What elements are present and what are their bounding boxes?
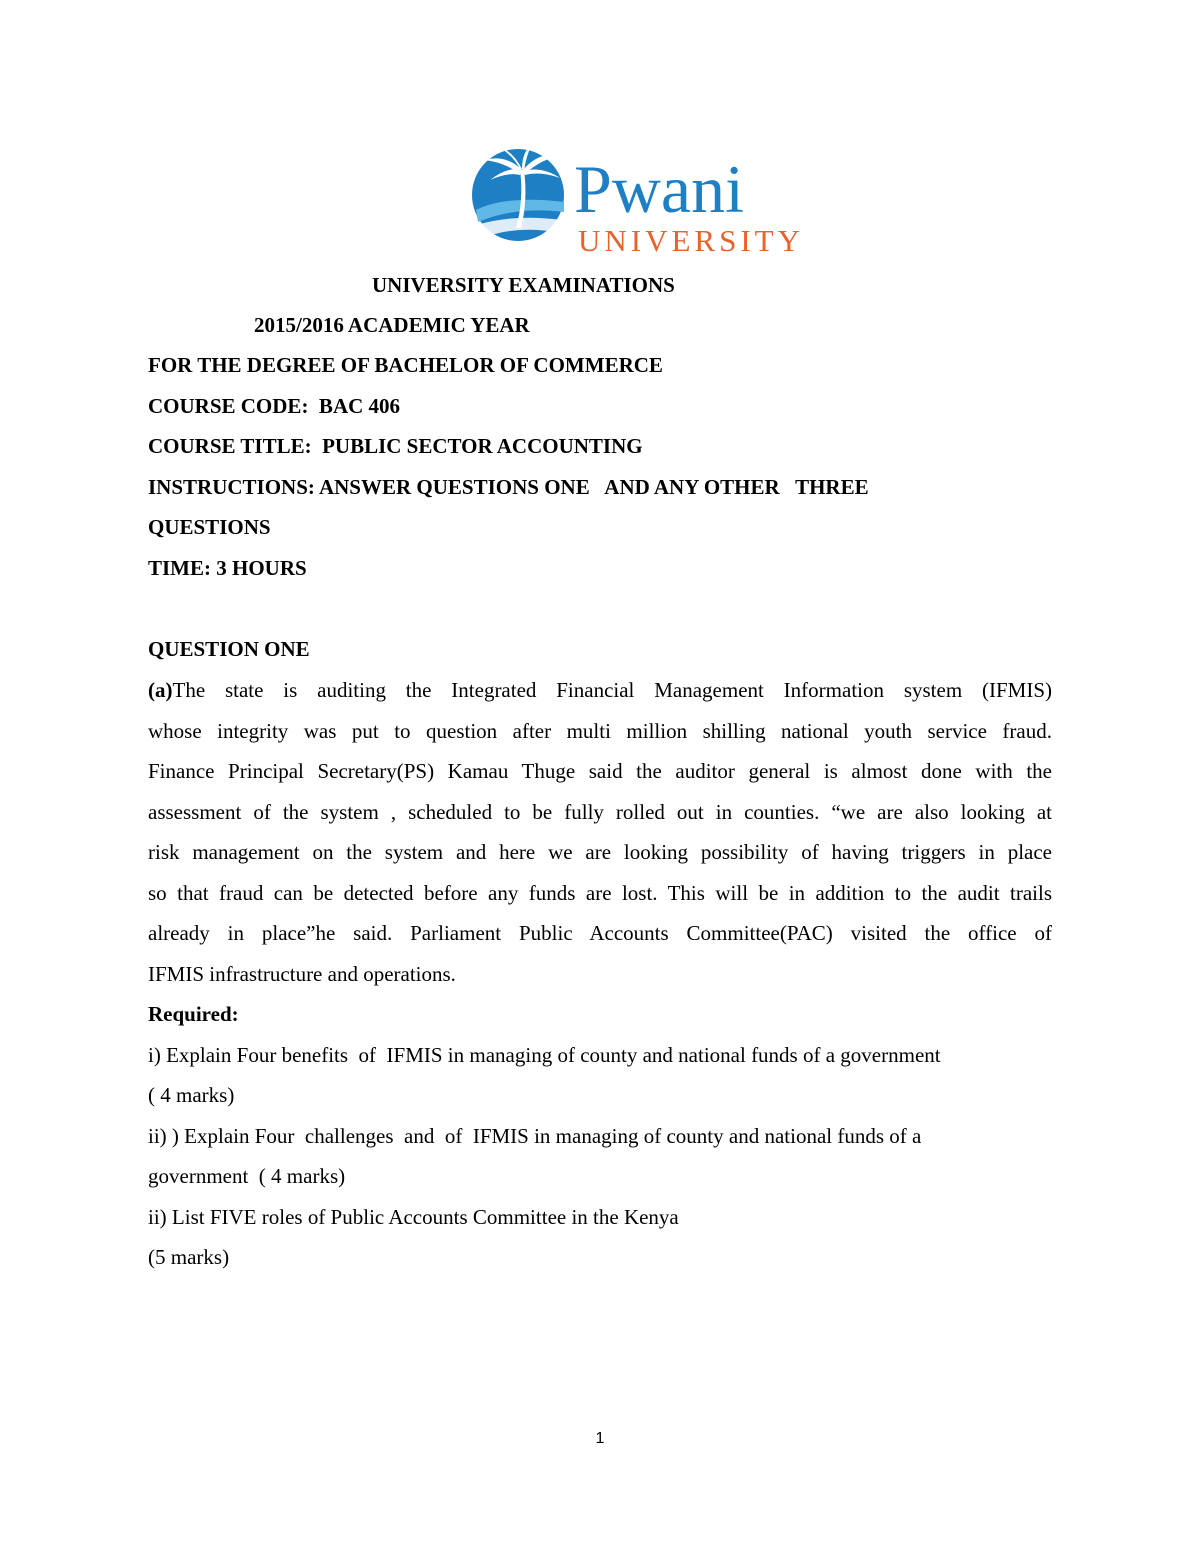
paragraph-line: IFMIS infrastructure and operations. (148, 961, 456, 986)
logo-name-text: Pwani (574, 151, 744, 227)
question-item: (5 marks) (148, 1245, 230, 1269)
paragraph-line: assessment of the system , scheduled to be fully rolled out in counties. “we are also looking at (148, 799, 1052, 824)
paragraph-line: already in place”he said. Parliament Public Accounts Committee(PAC) visited the office of (148, 921, 1052, 945)
part-a-label: (a) (148, 678, 173, 702)
question-one-heading: QUESTION ONE (148, 637, 310, 661)
pwani-university-logo (466, 140, 804, 260)
paragraph-line: so that fraud can be detected before any funds are lost. This will be in addition to the audit trails (148, 880, 1052, 905)
instructions-line-2: QUESTIONS (148, 515, 271, 539)
time-allowed: TIME: 3 HOURS (148, 556, 307, 580)
paragraph-line: risk management on the system and here we are looking possibility of having triggers in place (148, 840, 1052, 864)
course-code: COURSE CODE: BAC 406 (148, 394, 401, 418)
required-label: Required: (148, 1002, 239, 1026)
question-item: ( 4 marks) (148, 1083, 235, 1107)
question-paragraph (148, 677, 1052, 1001)
page-number: 1 (595, 1430, 605, 1447)
logo-subtitle-text: UNIVERSITY (578, 223, 804, 258)
course-title: COURSE TITLE: PUBLIC SECTOR ACCOUNTING (148, 434, 643, 458)
question-item: government ( 4 marks) (148, 1164, 346, 1188)
paragraph-line: whose integrity was put to question after multi million shilling national youth service fraud. (148, 718, 1052, 743)
academic-year: 2015/2016 ACADEMIC YEAR (254, 313, 530, 337)
exam-title: UNIVERSITY EXAMINATIONS (372, 273, 675, 297)
degree-line: FOR THE DEGREE OF BACHELOR OF COMMERCE (148, 353, 663, 377)
question-item: ii) ) Explain Four challenges and of IFMIS in managing of county and national funds of a (148, 1124, 922, 1148)
paragraph-line (148, 677, 1052, 718)
paragraph-line: Finance Principal Secretary(PS) Kamau Thuge said the auditor general is almost done with the (148, 759, 1052, 783)
instructions-line-1: INSTRUCTIONS: ANSWER QUESTIONS ONE AND ANY OTHER THREE (148, 475, 869, 499)
question-item: i) Explain Four benefits of IFMIS in managing of county and national funds of a government (148, 1043, 941, 1067)
paragraph-line-text: The state is auditing the Integrated Financial Management Information system (IFMIS) (172, 678, 1052, 702)
question-item: ii) List FIVE roles of Public Accounts Committee in the Kenya (148, 1205, 679, 1229)
logo-graphic (466, 140, 804, 260)
